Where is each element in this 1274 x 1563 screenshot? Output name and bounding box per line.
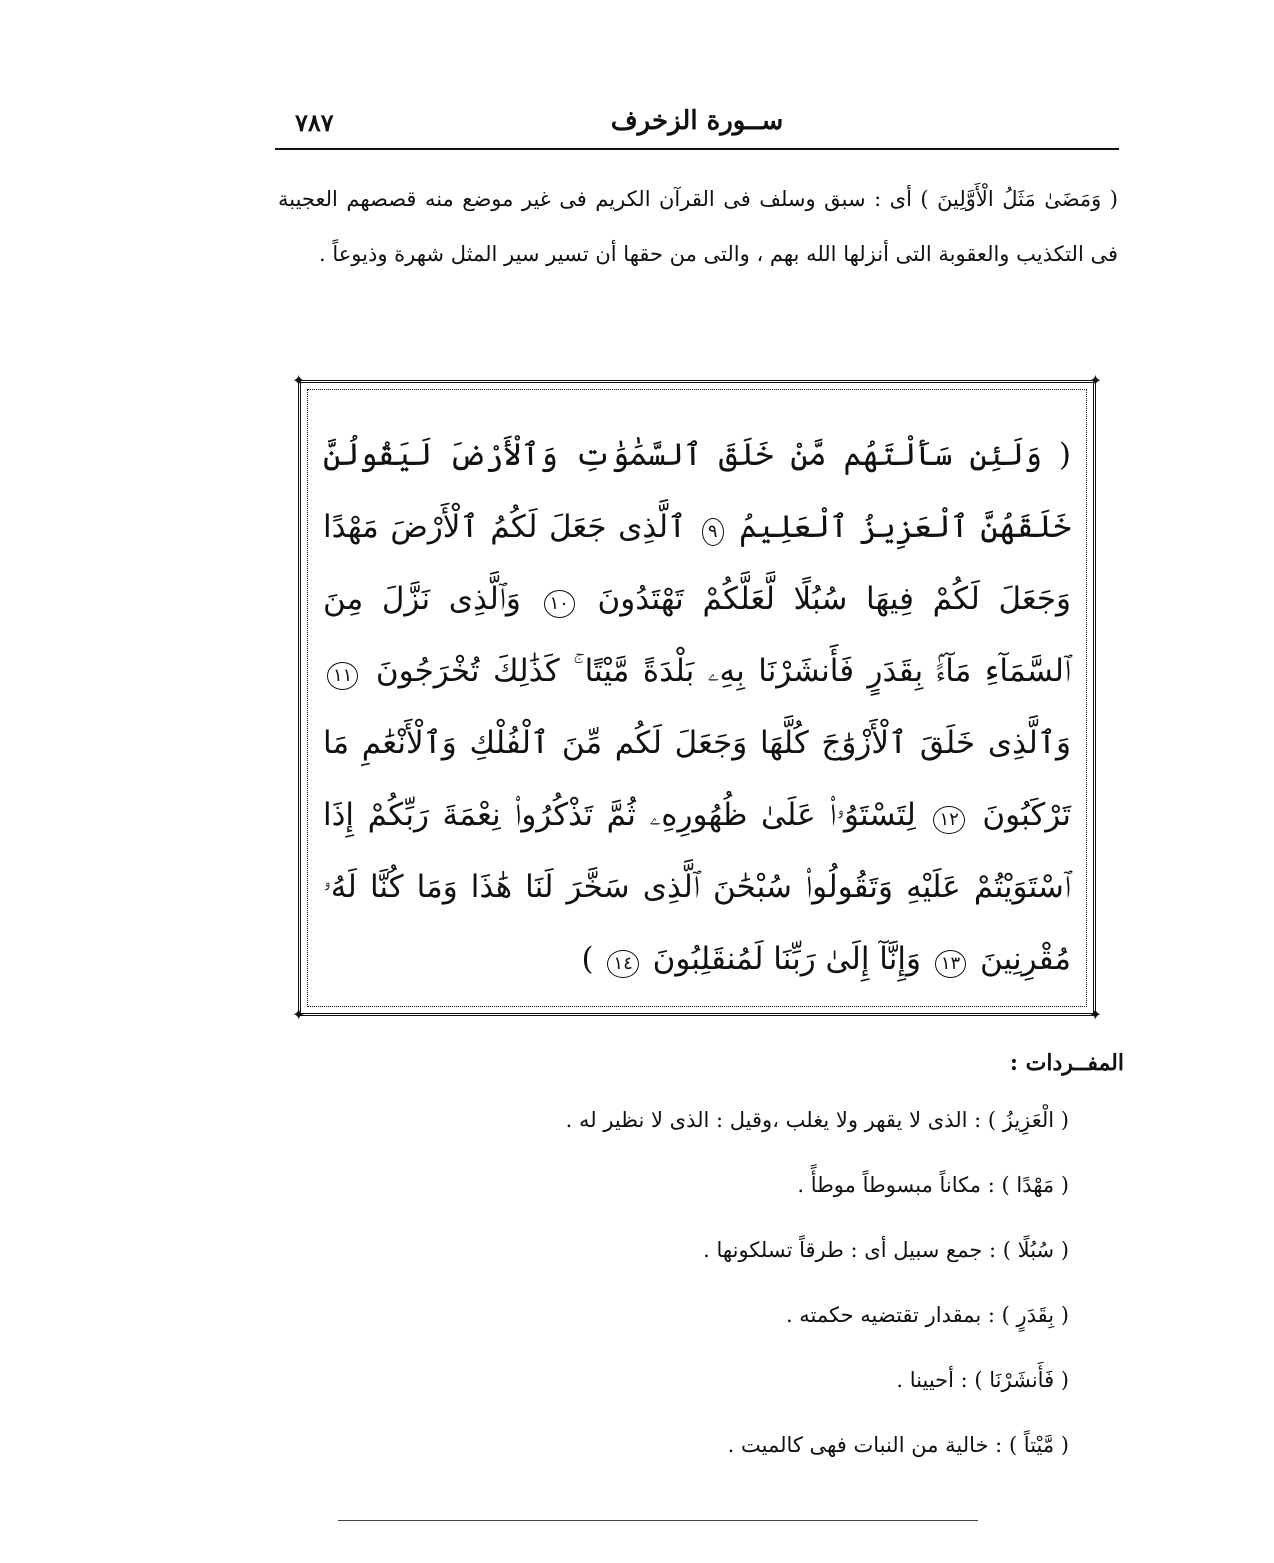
- corner-ornament-icon: ✦: [1088, 371, 1102, 390]
- page-header: [275, 100, 1119, 150]
- vocabulary-definition: : مكاناً مبسوطاً موطأً .: [797, 1173, 995, 1197]
- ayah-number-icon: ١١: [327, 662, 358, 690]
- vocabulary-item: [269, 1230, 1069, 1295]
- quran-verses: [323, 419, 1071, 995]
- intro-text: ( وَمَضَىٰ مَثَلُ الْأَوَّلِينَ ) أى : سبق وسلف فى القرآن الكريم فى غير موضع منه قصصهم العجيبة فى التكذيب والعقوبة التى أنزلها الله بهم ، والتى من حقها أن تسير سير المثل شهرة وذيوعاً .: [278, 187, 1118, 266]
- vocabulary-item: [269, 1100, 1069, 1165]
- vocabulary-definition: : الذى لا يقهر ولا يغلب ،وقيل : الذى لا نظير له .: [565, 1108, 982, 1132]
- vocabulary-definition: : جمع سبيل أى : طرقاً تسلكونها .: [703, 1238, 997, 1262]
- vocabulary-term: ( بِقَدَرٍ ): [1001, 1303, 1069, 1327]
- vocabulary-term: ( مَّيْتاً ): [1008, 1433, 1069, 1457]
- ayah-number-icon: ١٢: [933, 806, 964, 834]
- verse-text: ( وَلَئِن سَأَلْتَهُم مَّنْ خَلَقَ ٱلسَّمَٰوَٰتِ وَٱلْأَرْضَ لَيَقُولُنَّ خَلَقَهُنَّ ٱلْعَزِيزُ ٱلْعَلِيمُ: [323, 437, 1072, 545]
- vocabulary-definition: : خالية من النبات فهى كالميت .: [727, 1433, 1003, 1457]
- ayah-number-icon: ١٠: [544, 590, 575, 618]
- ayah-number-icon: ١٤: [607, 950, 638, 978]
- verse-text: ٱلَّذِى جَعَلَ لَكُمُ ٱلْأَرْضَ مَهْدًا وَجَعَلَ لَكُمْ فِيهَا سُبُلًا لَّعَلَّكُمْ تَهْتَدُونَ: [323, 509, 1072, 617]
- verse-text: وَٱلَّذِى نَزَّلَ مِنَ ٱلسَّمَآءِ مَآءًۢ بِقَدَرٍ فَأَنشَرْنَا بِهِۦ بَلْدَةً مَّيْتًا ۚ كَذَٰلِكَ تُخْرَجُونَ: [323, 581, 1071, 689]
- corner-ornament-icon: ✦: [1088, 1005, 1102, 1024]
- corner-ornament-icon: ✦: [292, 1005, 306, 1024]
- vocabulary-list: [269, 1100, 1069, 1490]
- verse-text: لِتَسْتَوُۥا۟ عَلَىٰ ظُهُورِهِۦ ثُمَّ تَذْكُرُوا۟ نِعْمَةَ رَبِّكُمْ إِذَا ٱسْتَوَيْتُمْ عَلَيْهِ وَتَقُولُوا۟ سُبْحَٰنَ ٱلَّذِى سَخَّرَ لَنَا هَٰذَا وَمَا كُنَّا لَهُۥ مُقْرِنِينَ: [323, 797, 1071, 977]
- vocabulary-term: ( فَأَنشَرْنَا ): [974, 1368, 1069, 1392]
- verses-closing-bracket: ): [581, 941, 594, 977]
- vocabulary-definition: : بمقدار تقتضيه حكمته .: [785, 1303, 995, 1327]
- verse-text: وَإِنَّآ إِلَىٰ رَبِّنَا لَمُنقَلِبُونَ: [652, 941, 921, 977]
- surah-title: ســورة الزخرف: [610, 106, 784, 136]
- vocabulary-item: [269, 1360, 1069, 1425]
- vocabulary-term: ( مَهْدًا ): [1001, 1173, 1069, 1197]
- vocabulary-term: ( الْعَزِيزُ ): [987, 1108, 1069, 1132]
- verse-frame: [292, 371, 1102, 1024]
- verse-text: وَٱلَّذِى خَلَقَ ٱلْأَزْوَٰجَ كُلَّهَا وَجَعَلَ لَكُم مِّنَ ٱلْفُلْكِ وَٱلْأَنْعَٰمِ مَا تَرْكَبُونَ: [323, 725, 1071, 833]
- vocabulary-item: [269, 1295, 1069, 1360]
- footer-divider: [338, 1520, 978, 1521]
- vocabulary-item: [269, 1165, 1069, 1230]
- vocabulary-definition: : أحيينا .: [896, 1368, 968, 1392]
- ayah-number-icon: ١٣: [935, 950, 966, 978]
- page-number: ٧٨٧: [295, 108, 334, 137]
- vocabulary-item: [269, 1425, 1069, 1490]
- vocabulary-heading: المفــردات :: [1009, 1050, 1124, 1076]
- vocabulary-term: ( سُبُلًا ): [1002, 1238, 1069, 1262]
- ayah-number-icon: ٩: [702, 518, 724, 546]
- corner-ornament-icon: ✦: [292, 371, 306, 390]
- intro-paragraph: [278, 172, 1118, 282]
